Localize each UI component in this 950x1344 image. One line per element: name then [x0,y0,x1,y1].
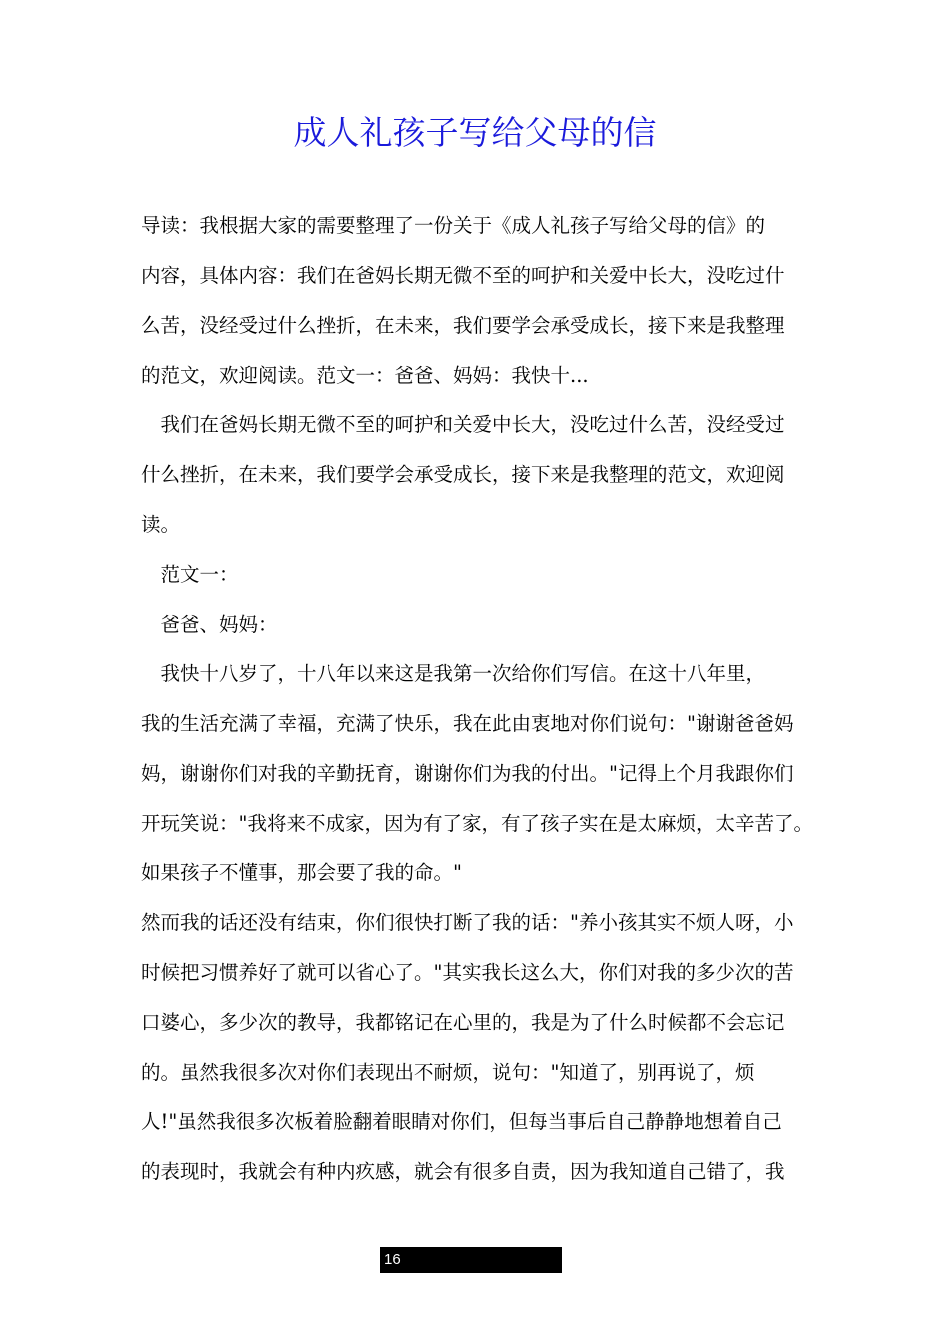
body-line-15: 然而我的话还没有结束，你们很快打断了我的话："养小孩其实不烦人呀，小 [141,911,794,934]
body-line-7: 读。 [141,513,181,536]
body-line-14: 如果孩子不懂事，那会要了我的命。" [141,861,462,884]
body-line-10: 我快十八岁了，十八年以来这是我第一次给你们写信。在这十八年里， [141,662,766,685]
body-line-2: 内容，具体内容：我们在爸妈长期无微不至的呵护和关爱中长大，没吃过什 [141,264,785,287]
body-line-17: 口婆心，多少次的教导，我都铭记在心里的，我是为了什么时候都不会忘记 [141,1011,785,1034]
body-line-18: 的。虽然我很多次对你们表现出不耐烦，说句："知道了，别再说了，烦 [141,1061,755,1084]
page-title: 成人礼孩子写给父母的信 [293,113,657,152]
page-number-box [380,1247,562,1273]
body-line-19: 人!"虽然我很多次板着脸翻着眼睛对你们，但每当事后自己静静地想着自己 [141,1110,782,1133]
body-line-13: 开玩笑说："我将来不成家，因为有了家，有了孩子实在是太麻烦，太辛苦了。 [141,812,813,835]
body-line-4: 的范文，欢迎阅读。范文一：爸爸、妈妈：我快十... [141,364,589,387]
body-line-6: 什么挫折，在未来，我们要学会承受成长，接下来是我整理的范文，欢迎阅 [141,463,785,486]
page-number: 16 [384,1251,401,1268]
body-line-5: 我们在爸妈长期无微不至的呵护和关爱中长大，没吃过什么苦，没经受过 [141,413,785,436]
body-line-11: 我的生活充满了幸福，充满了快乐，我在此由衷地对你们说句："谢谢爸爸妈 [141,712,794,735]
body-line-20: 的表现时，我就会有种内疚感，就会有很多自责，因为我知道自己错了，我 [141,1160,785,1183]
body-line-12: 妈，谢谢你们对我的辛勤抚育，谢谢你们为我的付出。"记得上个月我跟你们 [141,762,794,785]
body-line-8: 范文一： [141,563,239,586]
body-line-16: 时候把习惯养好了就可以省心了。"其实我长这么大，你们对我的多少次的苦 [141,961,794,984]
body-line-9: 爸爸、妈妈： [141,613,278,636]
body-line-1: 导读：我根据大家的需要整理了一份关于《成人礼孩子写给父母的信》的 [141,214,766,237]
body-line-3: 么苦，没经受过什么挫折，在未来，我们要学会承受成长，接下来是我整理 [141,314,785,337]
